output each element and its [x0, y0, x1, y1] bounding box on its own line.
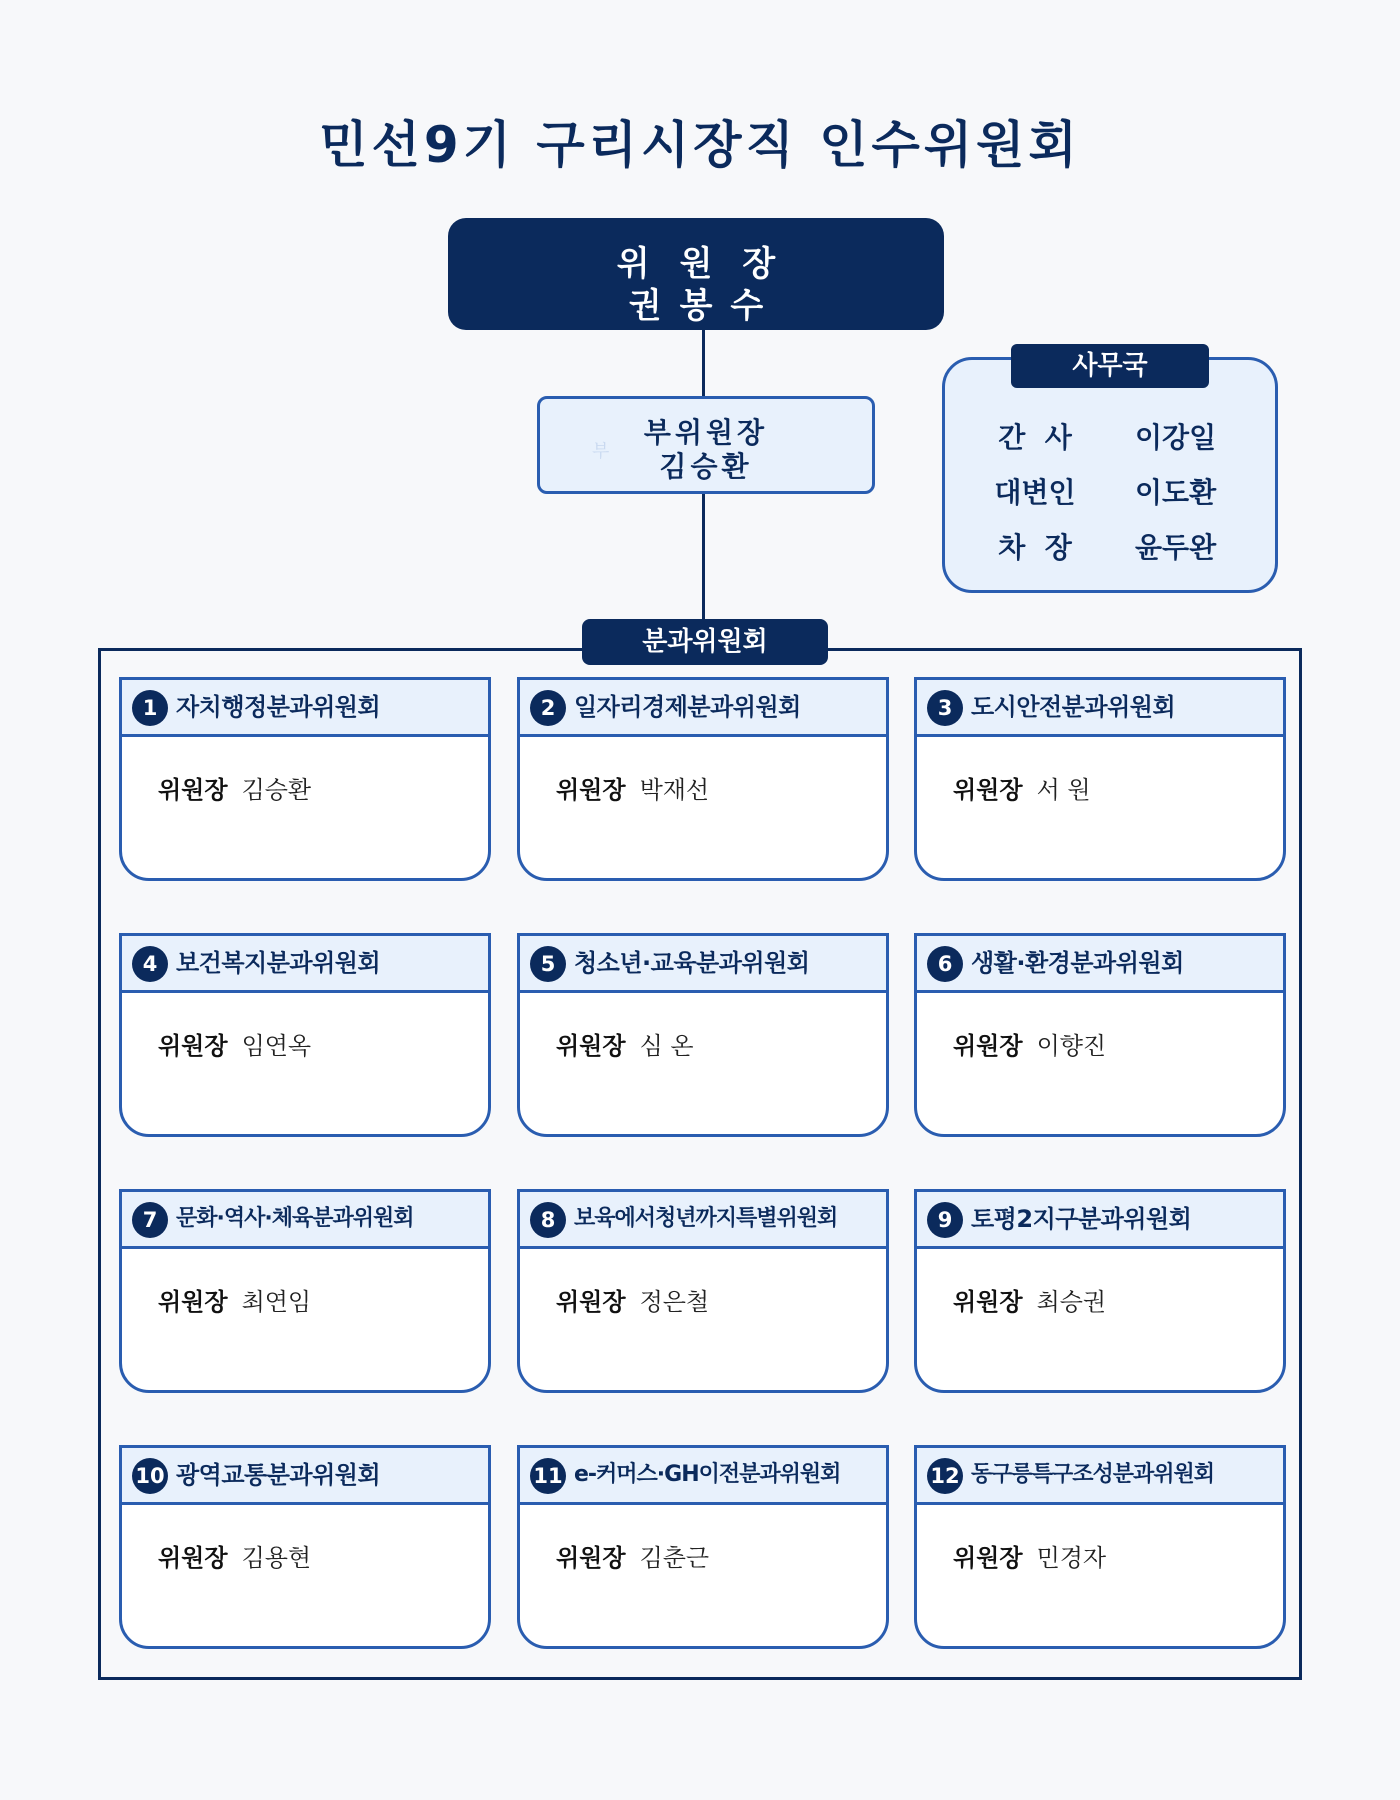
committee-number-badge: 8 [530, 1202, 566, 1238]
committee-chair-name: 박재선 [639, 776, 710, 804]
committee-card [914, 933, 1286, 1137]
connector-chair-vice [702, 330, 705, 396]
committee-number-badge: 10 [132, 1458, 168, 1494]
committee-chair-role: 위원장 [556, 1032, 626, 1060]
committee-chair-line [158, 1026, 311, 1061]
committee-name: 토평2지구분과위원회 [971, 1205, 1192, 1233]
committee-card-header [917, 1448, 1283, 1505]
committee-card [517, 677, 889, 881]
committee-chair-line [158, 1538, 311, 1573]
committee-chair-role: 위원장 [556, 1544, 626, 1572]
vice-chairman-box [537, 396, 875, 494]
committee-chair-name: 이향진 [1036, 1032, 1107, 1060]
committee-name: e-커머스·GH이전분과위원회 [574, 1462, 841, 1487]
committee-card-header [917, 1192, 1283, 1249]
committee-chair-line [953, 1538, 1106, 1573]
committee-card-header [122, 680, 488, 737]
committee-chair-line [556, 1026, 694, 1061]
secretariat-box [942, 357, 1278, 593]
committee-chair-line [158, 770, 311, 805]
committee-number-badge: 3 [927, 690, 963, 726]
committee-chair-role: 위원장 [158, 1032, 228, 1060]
committee-name: 자치행정분과위원회 [176, 693, 381, 721]
committee-name: 보육에서청년까지특별위원회 [574, 1206, 838, 1231]
committee-chair-role: 위원장 [556, 776, 626, 804]
committee-number-badge: 12 [927, 1458, 963, 1494]
committee-name: 도시안전분과위원회 [971, 693, 1176, 721]
committee-name: 보건복지분과위원회 [176, 949, 381, 977]
committee-number-badge: 2 [530, 690, 566, 726]
committee-chair-line [556, 1282, 709, 1317]
committee-chair-line [556, 1538, 709, 1573]
page-title: 민선9기 구리시장직 인수위원회 [319, 116, 1081, 174]
committee-chair-role: 위원장 [158, 776, 228, 804]
committee-chair-name: 민경자 [1036, 1544, 1107, 1572]
vice-chairman-name: 김승환 [659, 450, 753, 483]
committee-card-header [520, 1192, 886, 1249]
chairman-name: 권봉수 [628, 286, 782, 326]
committee-number-badge: 7 [132, 1202, 168, 1238]
committee-chair-role: 위원장 [953, 776, 1023, 804]
committee-card [517, 1189, 889, 1393]
secretariat-header: 사무국 [1011, 344, 1209, 388]
committee-card [914, 677, 1286, 881]
committee-card-header [520, 680, 886, 737]
committee-card [119, 933, 491, 1137]
committee-name: 동구릉특구조성분과위원회 [971, 1462, 1215, 1487]
committee-chair-name: 서 원 [1036, 776, 1091, 804]
chairman-box [448, 218, 944, 330]
committee-name: 문화·역사·체육분과위원회 [176, 1206, 414, 1231]
committee-name: 광역교통분과위원회 [176, 1461, 381, 1489]
vice-chairman-faint-mark: 부 [592, 441, 610, 462]
committee-number-badge: 4 [132, 946, 168, 982]
committee-chair-role: 위원장 [556, 1288, 626, 1316]
committee-chair-line [556, 770, 709, 805]
committee-number-badge: 11 [530, 1458, 566, 1494]
secretariat-name: 윤두완 [1135, 531, 1217, 564]
committee-chair-name: 최연임 [241, 1288, 312, 1316]
committee-card [119, 677, 491, 881]
secretariat-name: 이강일 [1135, 421, 1217, 454]
committee-card-header [122, 1448, 488, 1505]
committee-chair-role: 위원장 [953, 1544, 1023, 1572]
committee-name: 생활·환경분과위원회 [971, 949, 1184, 977]
committee-chair-role: 위원장 [953, 1288, 1023, 1316]
committee-chair-name: 임연옥 [241, 1032, 312, 1060]
connector-vice-committees [702, 490, 705, 620]
committee-name: 청소년·교육분과위원회 [574, 949, 810, 977]
committee-card [914, 1189, 1286, 1393]
committee-chair-role: 위원장 [158, 1544, 228, 1572]
committee-number-badge: 5 [530, 946, 566, 982]
committee-card-header [122, 1192, 488, 1249]
committee-number-badge: 1 [132, 690, 168, 726]
vice-chairman-role: 부위원장 [643, 416, 769, 449]
committee-chair-line [953, 770, 1091, 805]
secretariat-role: 차 장 [998, 531, 1072, 564]
committee-name: 일자리경제분과위원회 [574, 693, 801, 721]
committee-number-badge: 9 [927, 1202, 963, 1238]
secretariat-name: 이도환 [1135, 476, 1217, 509]
committee-chair-line [953, 1282, 1106, 1317]
committee-card [119, 1189, 491, 1393]
committee-card [914, 1445, 1286, 1649]
committee-card-header [520, 1448, 886, 1505]
committee-chair-name: 심 온 [639, 1032, 694, 1060]
secretariat-role: 간 사 [998, 421, 1072, 454]
committees-header: 분과위원회 [582, 619, 828, 665]
committee-card [119, 1445, 491, 1649]
committee-card [517, 933, 889, 1137]
committee-chair-name: 김춘근 [639, 1544, 710, 1572]
committee-card [517, 1445, 889, 1649]
committee-card-header [122, 936, 488, 993]
committee-chair-name: 김용현 [241, 1544, 312, 1572]
committee-chair-name: 최승권 [1036, 1288, 1107, 1316]
committee-chair-name: 정은철 [639, 1288, 710, 1316]
committee-chair-role: 위원장 [158, 1288, 228, 1316]
committee-card-header [917, 936, 1283, 993]
committee-chair-line [158, 1282, 311, 1317]
committee-chair-role: 위원장 [953, 1032, 1023, 1060]
secretariat-role: 대변인 [994, 476, 1076, 509]
chairman-role: 위원장 [616, 244, 806, 284]
committee-chair-name: 김승환 [241, 776, 312, 804]
committee-card-header [520, 936, 886, 993]
committee-number-badge: 6 [927, 946, 963, 982]
committee-chair-line [953, 1026, 1106, 1061]
committee-card-header [917, 680, 1283, 737]
